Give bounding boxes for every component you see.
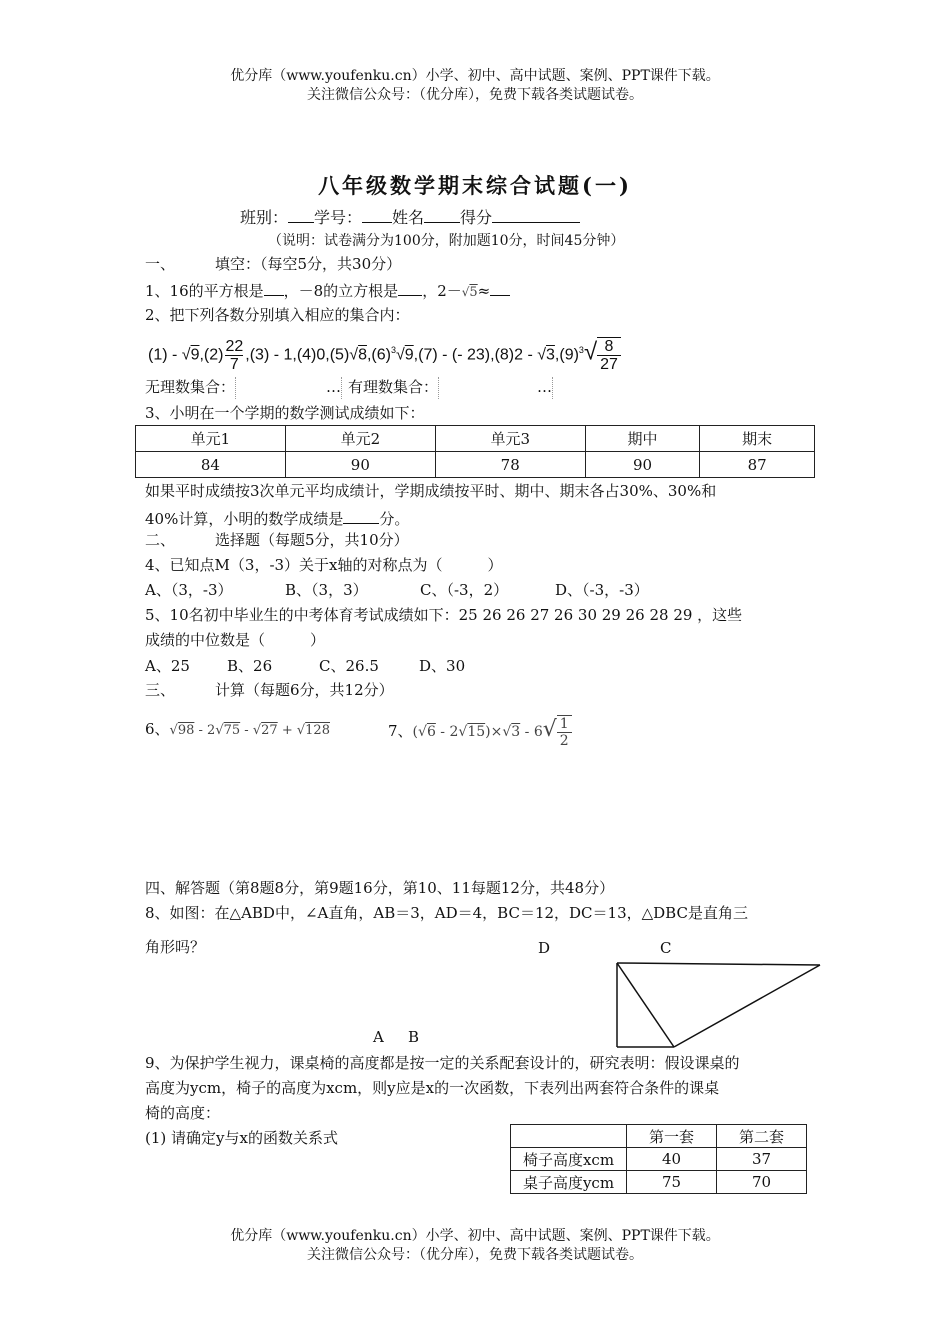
table-cell: 90 — [585, 452, 700, 478]
page-footer-line1: 优分库（www.youfenku.cn）小学、初中、高中试题、案例、PPT课件下载。 — [230, 1228, 720, 1244]
segment-bc — [674, 965, 820, 1047]
q2-item-9: ,(9) — [554, 346, 579, 364]
section3-heading: 三、 计算（每题6分，共12分） — [145, 681, 394, 699]
q2-item-6: ,(6) — [366, 346, 391, 364]
q2-fraction-9: $\frac{8}{27}$ — [597, 337, 621, 373]
desk-chair-table — [510, 1124, 807, 1194]
q1-text-b: ，－8的立方根是 — [283, 282, 399, 300]
question-1: 1、16的平方根是 ，－8的立方根是 ，2－√5≈ — [145, 279, 510, 303]
q5-option-d[interactable]: D、30 — [419, 657, 466, 675]
class-blank[interactable] — [288, 206, 314, 223]
section1-number: 一、 — [145, 255, 176, 273]
page-header-line1: 优分库（www.youfenku.cn）小学、初中、高中试题、案例、PPT课件下载。 — [230, 68, 720, 84]
q1-blank-2[interactable] — [398, 279, 422, 296]
question-5-line2: 成绩的中位数是（ ） — [145, 631, 326, 649]
q4-option-b[interactable]: B、（3，3） — [285, 581, 368, 599]
q1-text-a: 1、16的平方根是 — [145, 282, 264, 300]
q1-radicand: 5 — [469, 285, 478, 300]
table-cell: 桌子高度ycm — [511, 1171, 627, 1194]
question-9-line1: 9、为保护学生视力，课桌椅的高度都是按一定的关系配套设计的，研究表明：假设课桌的 — [145, 1054, 740, 1072]
table-header-cell: 单元3 — [435, 426, 585, 452]
q2-radicand-8: 3 — [546, 346, 555, 364]
student-info-line — [240, 205, 580, 228]
q2-item-1: (1) - — [148, 346, 182, 364]
table-header-cell: 期中 — [585, 426, 700, 452]
section4-heading: 四、解答题（第8题8分，第9题16分，第10、11每题12分，共48分） — [145, 879, 615, 897]
question-7: 7、(√6 - 2√15)×√3 - 6√ $\frac{1}{2}$ — [388, 708, 572, 752]
q1-blank-1[interactable] — [264, 279, 284, 296]
q5-option-c[interactable]: C、26.5 — [319, 657, 379, 675]
point-label-d: D — [538, 939, 551, 957]
q2-radicand-1: 9 — [190, 346, 200, 364]
section1-text: 填空：（每空5分，共30分） — [215, 255, 402, 273]
point-label-a: A — [373, 1028, 384, 1046]
question-2: 2、把下列各数分别填入相应的集合内： — [145, 306, 410, 324]
question-8-line1: 8、如图：在△ABD中，∠A直角，AB＝3，AD＝4，BC＝12，DC＝13，△DBC是直角三 — [145, 904, 748, 922]
section1-heading — [145, 254, 401, 274]
score-label: 得分 — [460, 208, 493, 227]
score-blank[interactable] — [492, 206, 580, 223]
question-9-line3: 椅的高度： — [145, 1104, 221, 1122]
page-title: 八年级数学期末综合试题(一) — [318, 173, 632, 198]
table-header-cell: 单元1 — [136, 426, 286, 452]
name-blank[interactable] — [424, 206, 460, 223]
q5-options — [145, 656, 465, 676]
question-3: 3、小明在一个学期的数学测试成绩如下： — [145, 404, 425, 422]
table-cell: 40 — [627, 1148, 717, 1171]
q5-option-b[interactable]: B、26 — [227, 657, 273, 675]
table-header-cell: 单元2 — [285, 426, 435, 452]
table-cell: 70 — [717, 1171, 807, 1194]
table-cell: 75 — [627, 1171, 717, 1194]
section2-heading: 二、 选择题（每题5分，共10分） — [145, 531, 409, 549]
question-9-line2: 高度为ycm，椅子的高度为xcm，则y应是x的一次函数，下表列出两套符合条件的课桌 — [145, 1079, 720, 1097]
table-cell: 78 — [435, 452, 585, 478]
page-header-line2: 关注微信公众号：（优分库），免费下载各类试题试卷。 — [307, 87, 643, 103]
name-label: 姓名 — [392, 208, 425, 227]
q2-sets: 无理数集合： … 有理数集合： … — [145, 377, 553, 399]
table-row — [511, 1171, 807, 1194]
table-header-cell — [511, 1125, 627, 1148]
q2-radicand-6: 9 — [404, 346, 414, 364]
table-cell: 90 — [285, 452, 435, 478]
q4-options — [145, 580, 649, 600]
table-header-row — [511, 1125, 807, 1148]
q4-option-d[interactable]: D、（-3，-3） — [555, 581, 649, 599]
q3-text-line2: 40%计算，小明的数学成绩是 分。 — [145, 507, 409, 529]
q2-item-7: ,(7) - (- 23),(8)2 - — [413, 346, 538, 364]
point-label-b: B — [408, 1028, 420, 1046]
question-9-sub1: (1) 请确定y与x的函数关系式 — [145, 1129, 338, 1147]
point-label-c: C — [660, 939, 672, 957]
table-header-cell: 第一套 — [627, 1125, 717, 1148]
q5-option-a[interactable]: A、25 — [145, 657, 190, 675]
table-row — [511, 1148, 807, 1171]
table-row — [136, 452, 815, 478]
q1-text-c: ，2－ — [422, 282, 462, 300]
q2-item-2: ,(2) — [199, 346, 224, 364]
q1-blank-3[interactable] — [490, 279, 510, 296]
q2-item-3: ,(3) - 1,(4)0,(5) — [245, 346, 350, 364]
score-table — [135, 425, 815, 478]
question-6: 6、√98 - 2√75 - √27 + √128 — [145, 720, 330, 738]
table-cell: 37 — [717, 1148, 807, 1171]
question-4: 4、已知点M（3，-3）关于x轴的对称点为（ ） — [145, 556, 503, 574]
q1-text-e: ≈ — [477, 282, 491, 300]
question-5-line1: 5、10名初中毕业生的中考体育考试成绩如下：25 26 26 27 26 30 29 26 28 29 ，这些 — [145, 606, 743, 624]
table-cell: 87 — [700, 452, 815, 478]
page-footer-line2: 关注微信公众号：（优分库），免费下载各类试题试卷。 — [307, 1247, 643, 1263]
question-8-line2: 角形吗？ — [145, 938, 206, 956]
table-header-cell: 期末 — [700, 426, 815, 452]
score-table-header — [136, 426, 815, 452]
rational-set-label: 有理数集合： — [348, 378, 439, 396]
segment-bd — [617, 963, 674, 1047]
table-cell: 椅子高度xcm — [511, 1148, 627, 1171]
class-label: 班别： — [240, 208, 289, 227]
q2-radicand-5: 8 — [358, 346, 367, 364]
exam-note: （说明：试卷满分为100分，附加题10分，时间45分钟） — [268, 233, 625, 249]
q2-fraction: $\frac{22}{7}$ — [225, 337, 244, 373]
id-blank[interactable] — [362, 206, 392, 223]
table-cell: 84 — [136, 452, 286, 478]
q2-number-list: (1) - √9,(2) $\frac{22}{7}$ $,(3) - 1,(4)0,(5)√8,(6)^3√9,(7)$ - (- $23),(8)2 - √3,(9)^3√$ $\frac{8}{27}$ — [148, 330, 621, 370]
q7-fraction: $\frac{1}{2}$ — [557, 715, 572, 749]
segment-dc — [617, 963, 820, 965]
q4-option-a[interactable]: A、（3，-3） — [145, 581, 233, 599]
irrational-set-label: 无理数集合： — [145, 378, 236, 396]
q4-option-c[interactable]: C、（-3，2） — [420, 581, 509, 599]
q3-answer-blank[interactable] — [343, 507, 379, 524]
id-label: 学号： — [314, 208, 363, 227]
q3-text-line1: 如果平时成绩按3次单元平均成绩计，学期成绩按平时、期中、期末各占30%、30%和 — [145, 482, 717, 500]
table-header-cell: 第二套 — [717, 1125, 807, 1148]
q8-triangle-figure — [610, 955, 825, 1050]
